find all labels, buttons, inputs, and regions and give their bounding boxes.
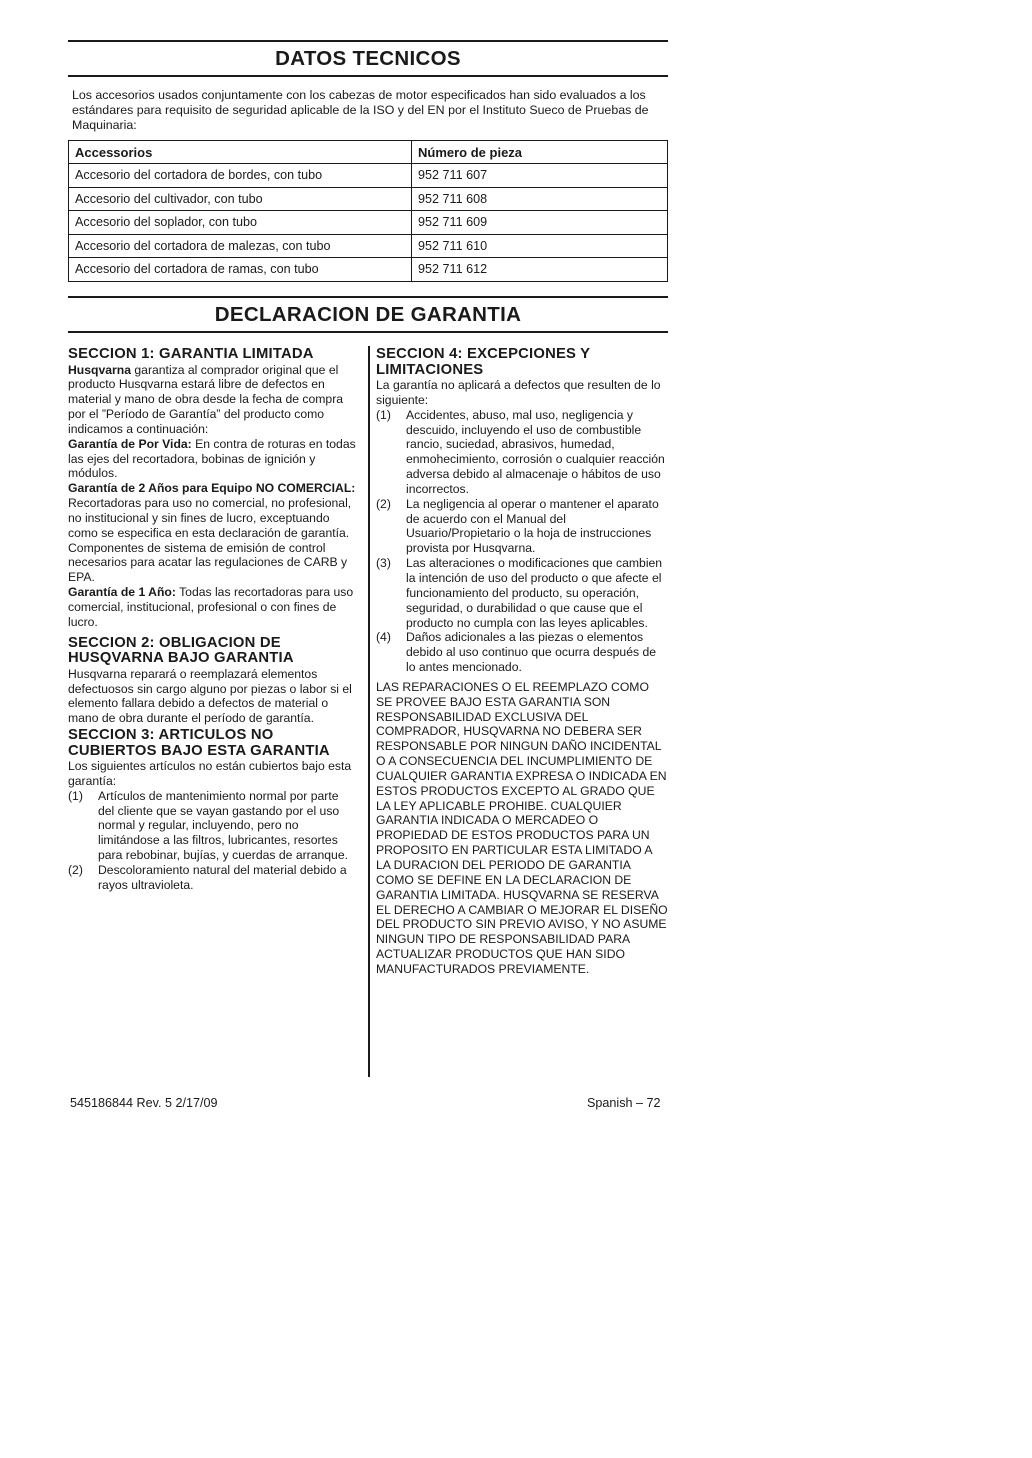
section-1-lead: [68, 363, 358, 437]
footer-page-number: Spanish – 72: [587, 1096, 661, 1110]
list-number: (1): [68, 788, 83, 803]
list-number: (2): [68, 862, 83, 877]
two-year-warranty: [68, 481, 358, 540]
limitation-disclaimer: LAS REPARACIONES O EL REEMPLAZO COMO SE PROVEE BAJO ESTA GARANTIA SON RESPONSABILIDAD EXCLUSIVA DEL COMPRADOR, HUSQVARNA NO DEBERA SER RESPONSABLE POR NINGUN DAÑO INCIDENTAL O A CONSECUENCIA DEL INCUMPLIMIENTO DE CUALQUIER GARANTIA EXPRESA O INDICADA EN ESTOS PRODUCTOS EXCEPTO AL GRADO QUE LA LEY APLICABLE PROHIBE. CUALQUIER GARANTIA INDICADA O MERCADEO O PROPIEDAD DE ESTOS PRODUCTOS PARA UN PROPOSITO EN PARTICULAR ESTA LIMITADO A LA DURACION DEL PERIODO DE GARANTIA COMO SE DEFINE EN LA DECLARACION DE GARANTIA LIMITADA. HUSQVARNA SE RESERVA EL DERECHO A CAMBIAR O MEJORAR EL DISEÑO DEL PRODUCTO SIN PREVIO AVISO, Y NO ASUME NINGUN TIPO DE RESPONSABILIDAD PARA ACTUALIZAR PRODUCTOS QUE HAN SIDO MANUFACTURADOS PREVIAMENTE.: [376, 679, 668, 976]
emission-components: Componentes de sistema de emisión de control necesarios para acatar las regulaciones de CARB y EPA.: [68, 540, 348, 585]
cell-part-number: 952 711 609: [412, 211, 668, 235]
list-item: [68, 789, 358, 863]
section-2-text: Husqvarna reparará o reemplazará elementos defectuosos sin cargo alguno por piezas o labor si el elemento fallara debido a defectos de material o mano de obra durante el período de garantía.: [68, 666, 352, 726]
garantia-title: DECLARACION DE GARANTIA: [214, 303, 522, 326]
lifetime-warranty-label: Garantía de Por Vida:: [68, 436, 192, 451]
section-4-list: [376, 408, 668, 675]
table-row: [69, 234, 668, 258]
list-number: (2): [376, 496, 391, 511]
col-header-numero: Número de pieza: [412, 141, 668, 164]
cell-accessory: Accesorio del cultivador, con tubo: [69, 187, 412, 211]
section-2-title: SECCION 2: OBLIGACION DE HUSQVARNA BAJO GARANTIA: [68, 634, 294, 667]
table-row: [69, 164, 668, 188]
one-year-warranty: [68, 585, 358, 630]
left-column: [68, 347, 358, 893]
table-row: [69, 211, 668, 235]
section-4-intro: La garantía no aplicará a defectos que resulten de lo siguiente:: [376, 378, 661, 407]
cell-accessory: Accesorio del cortadora de malezas, con tubo: [69, 234, 412, 258]
accessories-table: [68, 140, 668, 282]
cell-part-number: 952 711 607: [412, 164, 668, 188]
section-1-title: SECCION 1: GARANTIA LIMITADA: [68, 346, 314, 362]
two-year-warranty-text: Recortadoras para uso no comercial, no profesional, no institucional y sin fines de lucro, exceptuando como se especifica en esta declaración de garantía.: [68, 496, 352, 540]
brand-name: Husqvarna: [68, 362, 131, 377]
list-text: Artículos de mantenimiento normal por parte del cliente que se vayan gastando por el uso normal y regular, incluyendo, pero no limitándose a las filtros, lubricantes, resortes para rebobinar, bujías, y cuerdas de arranque.: [98, 788, 349, 863]
cell-accessory: Accesorio del cortadora de bordes, con tubo: [69, 164, 412, 188]
list-number: (4): [376, 630, 391, 645]
document-page: [68, 40, 668, 976]
one-year-warranty-label: Garantía de 1 Año:: [68, 585, 176, 600]
list-text: Accidentes, abuso, mal uso, negligencia y descuido, incluyendo el uso de combustible rancio, suciedad, abrasivos, humedad, enmohecimiento, corrosión o cualquier reacción adversa debido al almacenaje o hábitos de uso incorrectos.: [406, 407, 665, 496]
list-item: [376, 497, 668, 556]
garantia-header: [68, 296, 668, 333]
section-1-lead-text: garantiza al comprador original que el producto Husqvarna estará libre de defectos en material y mano de obra desde la fecha de compra por el ”Período de Garantía” del producto como indicamos a continuación:: [68, 362, 344, 436]
list-item: [68, 863, 358, 893]
datos-intro: Los accesorios usados conjuntamente con los cabezas de motor especificados han sido evaluados a los estándares para requisito de seguridad aplicable de la ISO y del EN por el Instituto Sueco de Pruebas de Maquinaria:: [72, 88, 649, 132]
right-column: [376, 347, 668, 977]
section-3-list: [68, 789, 358, 893]
list-item: [376, 408, 668, 497]
section-3-title: SECCION 3: ARTICULOS NO CUBIERTOS BAJO ESTA GARANTIA: [68, 727, 330, 759]
cell-part-number: 952 711 608: [412, 187, 668, 211]
cell-part-number: 952 711 612: [412, 258, 668, 282]
cell-accessory: Accesorio del cortadora de ramas, con tubo: [69, 258, 412, 282]
cell-accessory: Accesorio del soplador, con tubo: [69, 211, 412, 235]
list-text: La negligencia al operar o mantener el aparato de acuerdo con el Manual del Usuario/Propietario o la hoja de instrucciones provista por Husqvarna.: [406, 496, 659, 556]
list-number: (3): [376, 556, 391, 571]
table-row: [69, 258, 668, 282]
list-item: [376, 630, 668, 675]
column-divider: [368, 346, 370, 1077]
table-header-row: [69, 141, 668, 164]
footer-doc-number: 545186844 Rev. 5 2/17/09: [70, 1096, 218, 1110]
list-number: (1): [376, 407, 391, 422]
section-4-title: SECCION 4: EXCEPCIONES Y LIMITACIONES: [376, 346, 590, 378]
list-text: Daños adicionales a las piezas o elementos debido al uso continuo que ocurra después de lo antes mencionado.: [406, 630, 657, 675]
two-year-warranty-label: Garantía de 2 Años para Equipo NO COMERCIAL:: [68, 481, 356, 496]
list-item: [376, 556, 668, 630]
section-3-intro: Los siguientes artículos no están cubiertos bajo esta garantía:: [68, 759, 352, 788]
one-year-warranty-text: Todas las recortadoras para uso comercial, institucional, profesional o con fines de lucro.: [68, 585, 354, 629]
lifetime-warranty: [68, 437, 358, 482]
datos-tecnicos-header: [68, 40, 668, 77]
cell-part-number: 952 711 610: [412, 234, 668, 258]
lifetime-warranty-text: En contra de roturas en todas las ejes del recortadora, bobinas de ignición y módulos.: [68, 436, 356, 481]
col-header-accesorios: Accessorios: [69, 141, 412, 164]
table-row: [69, 187, 668, 211]
datos-tecnicos-title: DATOS TECNICOS: [275, 47, 461, 70]
list-text: Descoloramiento natural del material debido a rayos ultravioleta.: [98, 862, 347, 892]
list-text: Las alteraciones o modificaciones que cambien la intención de uso del producto o que afecte el funcionamiento del producto, su operación, seguridad, o durabilidad o que cause que el producto no cumpla con las leyes aplicables.: [406, 556, 663, 630]
